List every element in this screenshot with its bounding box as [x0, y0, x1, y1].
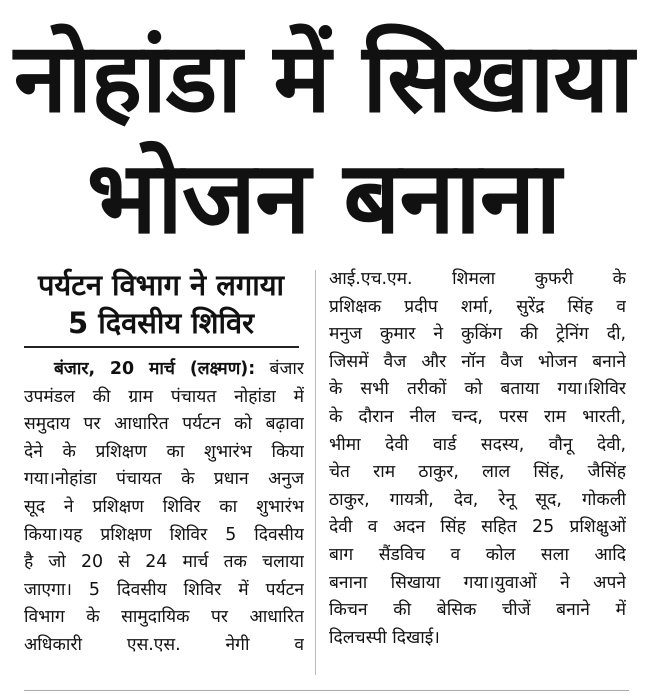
subheadline — [18, 266, 304, 342]
article-column-right — [329, 266, 626, 652]
subheadline-rule — [24, 346, 299, 348]
article-line: भीमा देवी वार्ड सदस्य, वौनू देवी, — [329, 434, 626, 455]
article-line: सूद ने प्रशिक्षण शिविर का शुभारंभ — [24, 496, 304, 517]
article-line: देवी व अदन सिंह सहित 25 प्रशिक्षुओं — [329, 517, 626, 538]
article-line: मनुज कुमार ने कुकिंग की ट्रेनिंग दी, — [329, 324, 626, 345]
article-line: के सभी तरीकों को बताया गया।शिविर — [329, 379, 626, 400]
article-line: है जो 20 से 24 मार्च तक चलाया — [24, 552, 304, 573]
article-line: जिसमें वैज और नॉन वैज भोजन बनाने — [329, 351, 626, 372]
article-line: ठाकुर, गायत्री, देव, रेनू सूद, गोकली — [329, 489, 626, 510]
headline-line-2: भोजन बनाना — [86, 139, 561, 256]
article-line-text: बंजार — [269, 359, 304, 379]
article-line: बनाना सिखाया गया।युवाओं ने अपने — [329, 572, 626, 593]
article-line: अधिकारी एस.एस. नेगी व — [24, 634, 304, 655]
bottom-rule — [24, 690, 629, 691]
column-divider — [315, 270, 316, 675]
article-line: के दौरान नील चन्द, परस राम भारती, — [329, 406, 626, 427]
article-line: प्रशिक्षक प्रदीप शर्मा, सुरेंद्र सिंह व — [329, 296, 626, 317]
article-line: किया।यह प्रशिक्षण शिविर 5 दिवसीय — [24, 524, 304, 545]
article-line: देने के प्रशिक्षण का शुभारंभ किया — [24, 441, 304, 462]
dateline: बंजार, 20 मार्च (लक्ष्मण): — [54, 359, 256, 379]
article-line: चेत राम ठाकुर, लाल सिंह, जैसिंह — [329, 462, 626, 483]
article-line: आई.एच.एम. शिमला कुफरी के — [329, 269, 626, 289]
article-line: बाग सैंडविच व कोल सला आदि — [329, 544, 626, 565]
article-column-left — [24, 356, 304, 660]
article-line: जाएगा। 5 दिवसीय शिविर में पर्यटन — [24, 579, 304, 600]
article-line: किचन की बेसिक चीजें बनाने में — [329, 600, 626, 621]
subheadline-line-1: पर्यटन विभाग ने लगाया — [37, 268, 285, 302]
subheadline-line-2: 5 दिवसीय शिविर — [67, 306, 255, 340]
article-line: गया।नोहांडा पंचायत के प्रधान अनुज — [24, 469, 304, 490]
article-line — [24, 356, 304, 384]
article-line: दिलचस्पी दिखाई। — [329, 627, 440, 648]
article-line: विभाग के सामुदायिक पर आधारित — [24, 607, 304, 628]
article-line: उपमंडल की ग्राम पंचायत नोहांडा में — [24, 386, 304, 407]
article-line: समुदाय पर आधारित पर्यटन को बढ़ावा — [24, 414, 304, 435]
headline-line-1: नोहांडा में सिखाया — [13, 22, 634, 134]
